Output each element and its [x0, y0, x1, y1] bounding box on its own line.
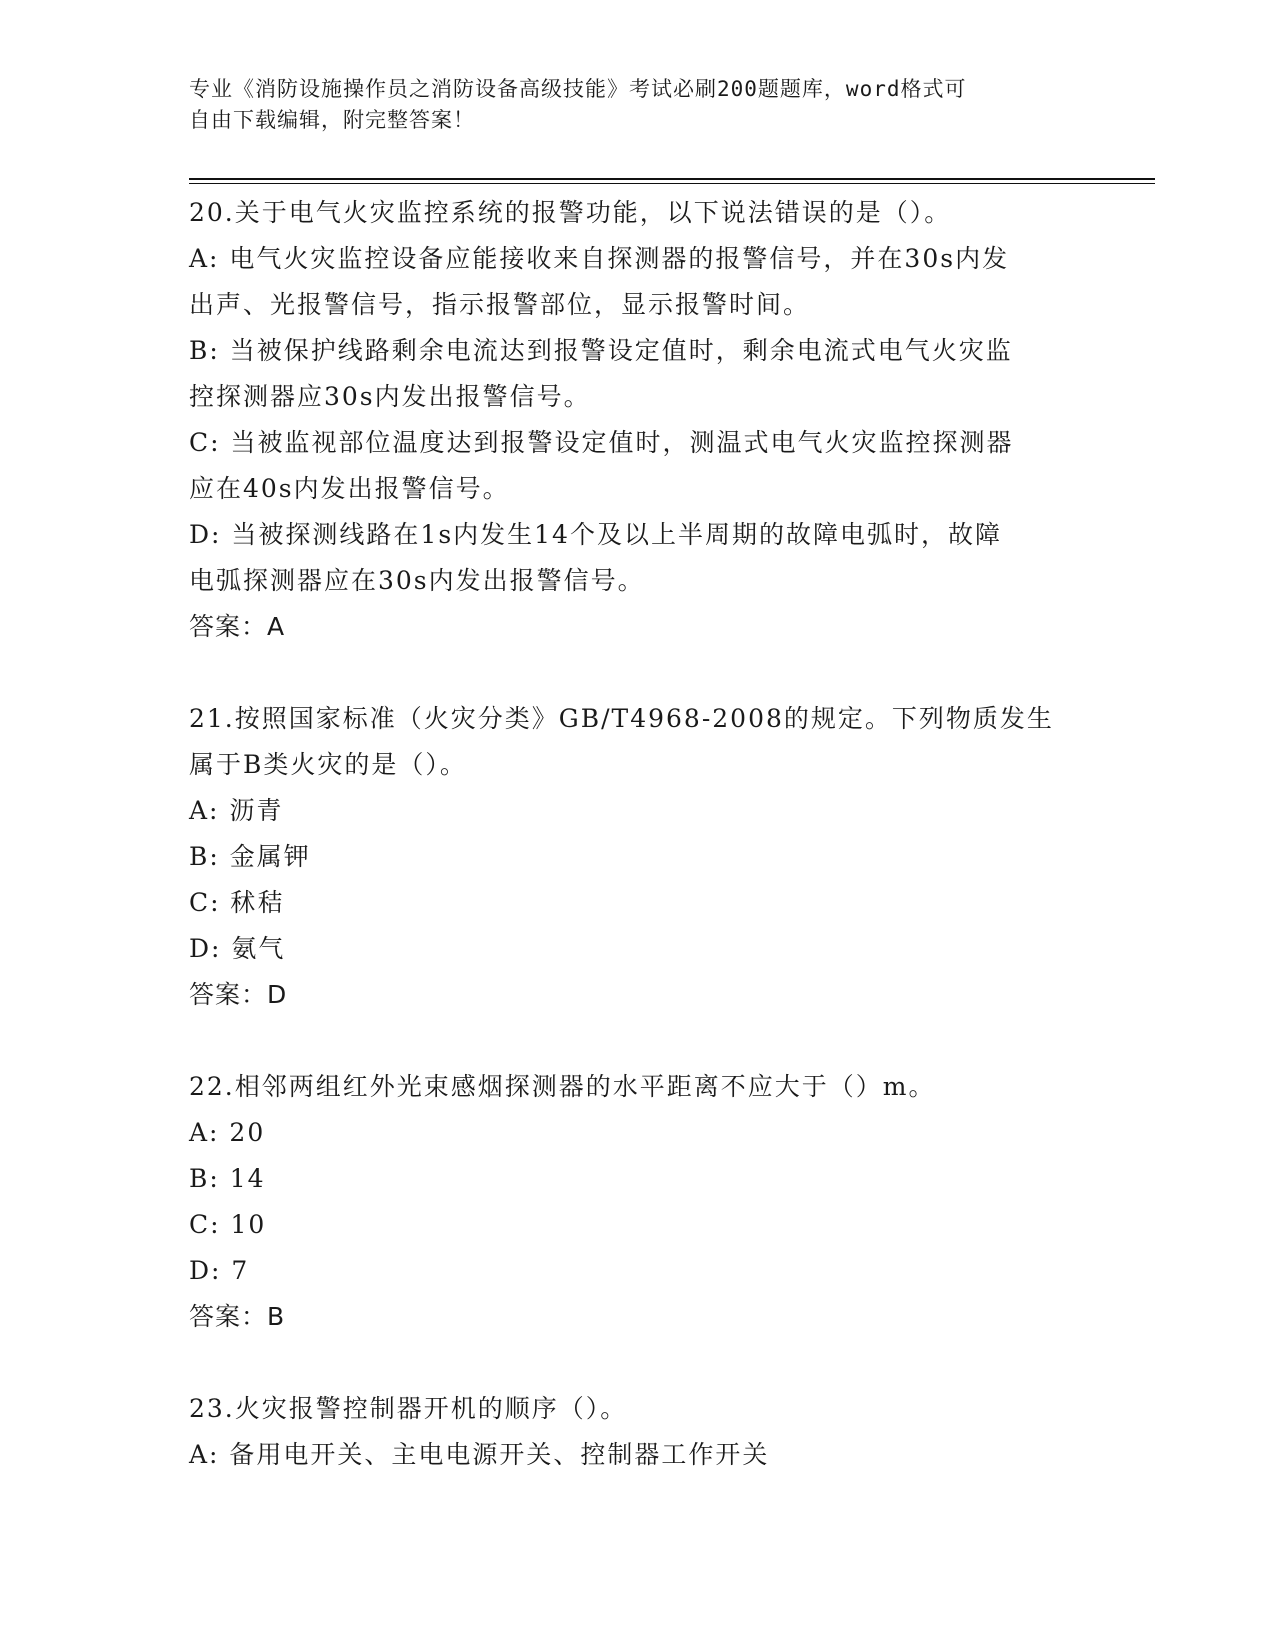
question-22: [189, 1064, 1089, 1340]
option-b: B: 金属钾: [189, 842, 311, 871]
option-d: D: 氨气: [189, 934, 286, 963]
option-d: D: 当被探测线路在1s内发生14个及以上半周期的故障电弧时，故障: [189, 520, 1002, 549]
question-21: [189, 696, 1089, 1018]
question-stem-continued: 属于B类火灾的是（）。: [189, 750, 467, 779]
option-b: B: 14: [189, 1164, 266, 1193]
question-23: [189, 1386, 1089, 1478]
document-header: [189, 74, 1069, 136]
option-a-continued: 出声、光报警信号，指示报警部位，显示报警时间。: [189, 290, 811, 319]
header-divider-thick: [189, 178, 1155, 180]
option-a: A: 20: [189, 1118, 266, 1147]
option-c-continued: 应在40s内发出报警信号。: [189, 474, 510, 503]
question-stem: 22.相邻两组红外光束感烟探测器的水平距离不应大于（）m。: [189, 1072, 936, 1101]
question-spacer: [189, 650, 1089, 696]
header-line-2: 自由下载编辑，附完整答案！: [189, 108, 475, 132]
answer-line: 答案：A: [189, 612, 286, 641]
header-divider-thin: [189, 183, 1155, 184]
option-a: A: 电气火灾监控设备应能接收来自探测器的报警信号，并在30s内发: [189, 244, 1010, 273]
option-d-continued: 电弧探测器应在30s内发出报警信号。: [189, 566, 645, 595]
option-a: A: 沥青: [189, 796, 284, 825]
question-spacer: [189, 1018, 1089, 1064]
option-c: C: 秫秸: [189, 888, 285, 917]
option-b: B: 当被保护线路剩余电流达到报警设定值时，剩余电流式电气火灾监: [189, 336, 1013, 365]
option-b-continued: 控探测器应30s内发出报警信号。: [189, 382, 591, 411]
question-20: [189, 190, 1089, 650]
answer-line: 答案：D: [189, 980, 288, 1009]
option-c: C: 当被监视部位温度达到报警设定值时，测温式电气火灾监控探测器: [189, 428, 1014, 457]
answer-line: 答案：B: [189, 1302, 286, 1331]
option-c: C: 10: [189, 1210, 267, 1239]
question-spacer: [189, 1340, 1089, 1386]
option-d: D: 7: [189, 1256, 250, 1285]
question-stem: 23.火灾报警控制器开机的顺序（）。: [189, 1394, 628, 1423]
question-list: [189, 190, 1089, 1478]
option-a: A: 备用电开关、主电电源开关、控制器工作开关: [189, 1440, 770, 1469]
question-stem: 20.关于电气火灾监控系统的报警功能，以下说法错误的是（）。: [189, 198, 952, 227]
header-line-1: 专业《消防设施操作员之消防设备高级技能》考试必刷200题题库，word格式可: [189, 77, 967, 101]
question-stem: 21.按照国家标准（火灾分类》GB/T4968-2008的规定。下列物质发生: [189, 704, 1054, 733]
